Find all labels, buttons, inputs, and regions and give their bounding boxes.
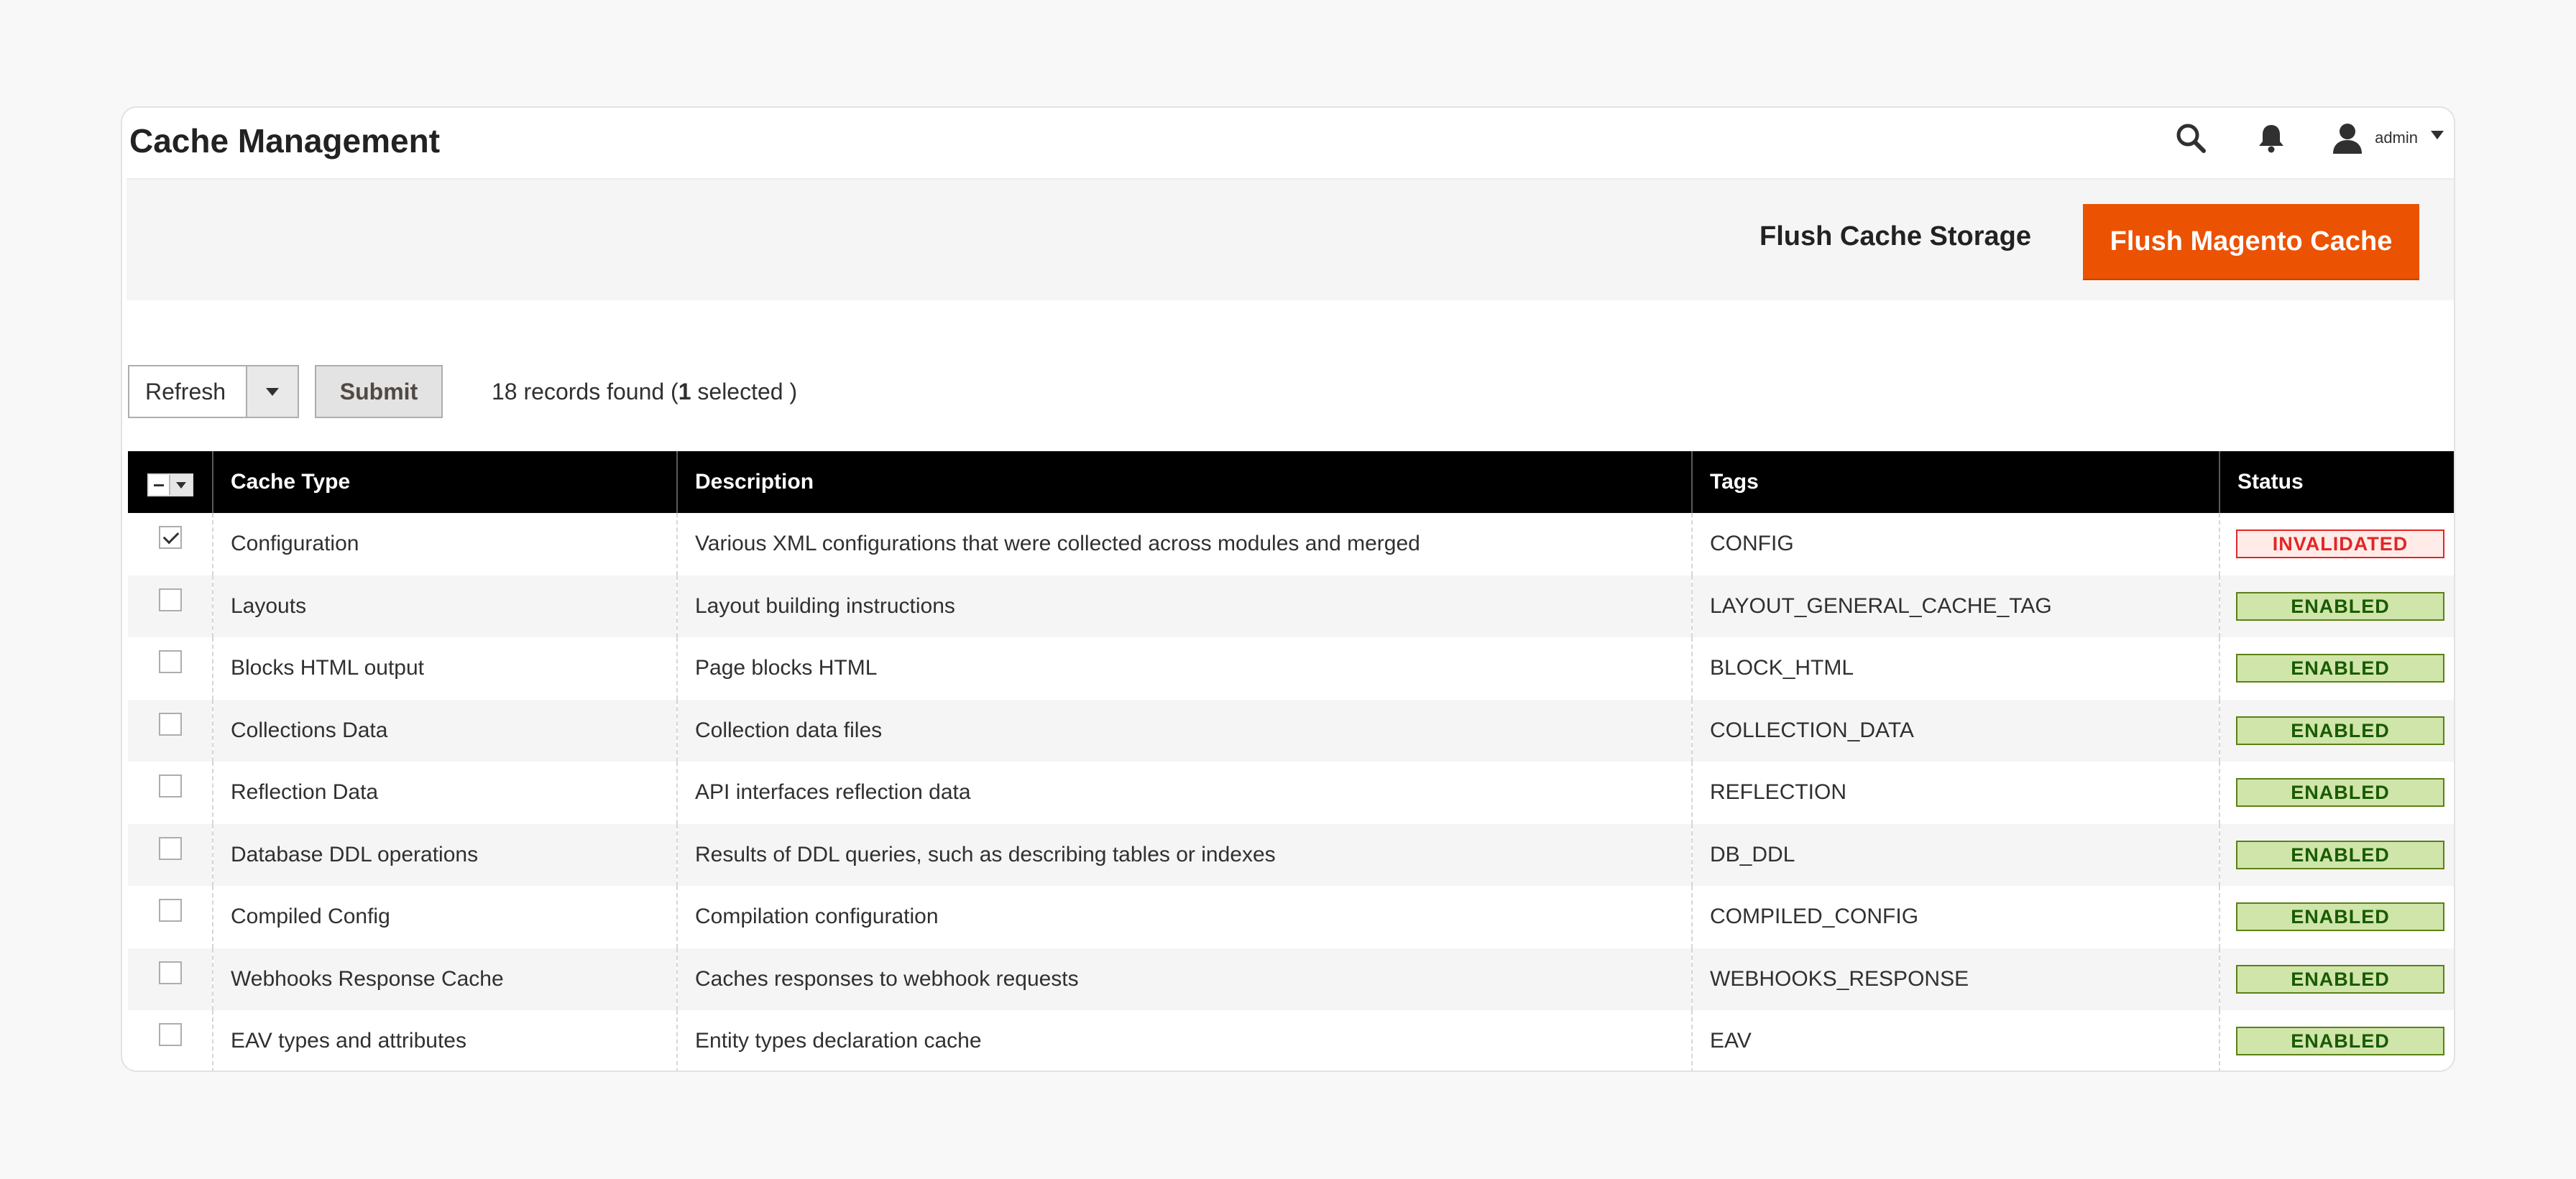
cache-type-cell: Reflection Data bbox=[213, 762, 677, 824]
admin-label: admin bbox=[2375, 129, 2418, 147]
status-badge: ENABLED bbox=[2236, 592, 2444, 621]
row-checkbox-cell bbox=[128, 513, 213, 575]
table-row bbox=[128, 513, 2455, 575]
row-checkbox[interactable] bbox=[159, 1023, 182, 1046]
tags-cell: LAYOUT_GENERAL_CACHE_TAG bbox=[1692, 575, 2220, 638]
grid-toolbar bbox=[128, 365, 990, 418]
mass-action-select[interactable] bbox=[128, 365, 299, 418]
cache-type-cell: Blocks HTML output bbox=[213, 637, 677, 700]
row-checkbox-cell bbox=[128, 762, 213, 824]
table-row bbox=[128, 886, 2455, 948]
minus-icon[interactable] bbox=[149, 475, 170, 495]
status-cell bbox=[2220, 575, 2455, 638]
bell-icon[interactable] bbox=[2248, 115, 2294, 161]
cache-type-cell: Webhooks Response Cache bbox=[213, 948, 677, 1011]
status-cell bbox=[2220, 886, 2455, 948]
cache-type-cell: Collections Data bbox=[213, 700, 677, 762]
row-checkbox[interactable] bbox=[159, 713, 182, 736]
status-cell bbox=[2220, 1010, 2455, 1072]
column-header-status[interactable]: Status bbox=[2220, 451, 2455, 513]
search-icon[interactable] bbox=[2168, 115, 2214, 161]
row-checkbox-cell bbox=[128, 637, 213, 700]
table-row bbox=[128, 824, 2455, 887]
description-cell: API interfaces reflection data bbox=[677, 762, 1692, 824]
description-cell: Various XML configurations that were collected across modules and merged bbox=[677, 513, 1692, 575]
row-checkbox-cell bbox=[128, 1010, 213, 1072]
status-badge: INVALIDATED bbox=[2236, 530, 2444, 558]
description-cell: Results of DDL queries, such as describing tables or indexes bbox=[677, 824, 1692, 887]
row-checkbox-cell bbox=[128, 824, 213, 887]
status-badge: ENABLED bbox=[2236, 1027, 2444, 1055]
description-cell: Page blocks HTML bbox=[677, 637, 1692, 700]
header-actions bbox=[2168, 111, 2444, 165]
row-checkbox[interactable] bbox=[159, 588, 182, 611]
description-cell: Collection data files bbox=[677, 700, 1692, 762]
status-cell bbox=[2220, 762, 2455, 824]
user-icon bbox=[2330, 115, 2365, 161]
cache-grid bbox=[128, 451, 2455, 1072]
column-header-tags[interactable]: Tags bbox=[1692, 451, 2220, 513]
tags-cell: CONFIG bbox=[1692, 513, 2220, 575]
mass-select-header bbox=[128, 451, 213, 513]
column-header-description[interactable]: Description bbox=[677, 451, 1692, 513]
status-cell bbox=[2220, 513, 2455, 575]
row-checkbox-cell bbox=[128, 575, 213, 638]
row-checkbox[interactable] bbox=[159, 899, 182, 922]
description-cell: Caches responses to webhook requests bbox=[677, 948, 1692, 1011]
cache-type-cell: Layouts bbox=[213, 575, 677, 638]
column-header-cache-type[interactable]: Cache Type bbox=[213, 451, 677, 513]
submit-button[interactable]: Submit bbox=[315, 365, 443, 418]
status-badge: ENABLED bbox=[2236, 654, 2444, 683]
tags-cell: COMPILED_CONFIG bbox=[1692, 886, 2220, 948]
tags-cell: DB_DDL bbox=[1692, 824, 2220, 887]
description-cell: Layout building instructions bbox=[677, 575, 1692, 638]
table-row bbox=[128, 948, 2455, 1011]
records-count: 18 records found (1 selected ) bbox=[492, 378, 798, 404]
description-cell: Entity types declaration cache bbox=[677, 1010, 1692, 1072]
status-cell bbox=[2220, 700, 2455, 762]
row-checkbox-cell bbox=[128, 948, 213, 1011]
table-row bbox=[128, 575, 2455, 638]
row-checkbox[interactable] bbox=[159, 775, 182, 797]
table-row bbox=[128, 637, 2455, 700]
status-badge: ENABLED bbox=[2236, 902, 2444, 931]
row-checkbox[interactable] bbox=[159, 961, 182, 984]
grid-body bbox=[128, 513, 2455, 1072]
cache-type-cell: EAV types and attributes bbox=[213, 1010, 677, 1072]
cache-type-cell: Configuration bbox=[213, 513, 677, 575]
table-row bbox=[128, 1010, 2455, 1072]
status-badge: ENABLED bbox=[2236, 716, 2444, 745]
grid-header-row bbox=[128, 451, 2455, 513]
mass-select-control[interactable] bbox=[147, 473, 193, 496]
row-checkbox[interactable] bbox=[159, 650, 182, 673]
page-actions-bar bbox=[126, 178, 2455, 300]
chevron-down-icon bbox=[2431, 131, 2444, 139]
row-checkbox[interactable] bbox=[159, 526, 182, 549]
admin-user-menu[interactable] bbox=[2330, 115, 2444, 161]
flush-magento-cache-button[interactable]: Flush Magento Cache bbox=[2083, 204, 2419, 279]
table-row bbox=[128, 700, 2455, 762]
status-cell bbox=[2220, 948, 2455, 1011]
cache-type-cell: Database DDL operations bbox=[213, 824, 677, 887]
table-row bbox=[128, 762, 2455, 824]
chevron-down-icon[interactable] bbox=[246, 366, 298, 417]
tags-cell: BLOCK_HTML bbox=[1692, 637, 2220, 700]
tags-cell: REFLECTION bbox=[1692, 762, 2220, 824]
status-badge: ENABLED bbox=[2236, 965, 2444, 994]
row-checkbox[interactable] bbox=[159, 837, 182, 860]
status-badge: ENABLED bbox=[2236, 841, 2444, 869]
status-badge: ENABLED bbox=[2236, 778, 2444, 807]
tags-cell: WEBHOOKS_RESPONSE bbox=[1692, 948, 2220, 1011]
status-cell bbox=[2220, 824, 2455, 887]
chevron-down-icon[interactable] bbox=[170, 475, 192, 495]
row-checkbox-cell bbox=[128, 886, 213, 948]
flush-cache-storage-button[interactable]: Flush Cache Storage bbox=[1760, 221, 2031, 251]
tags-cell: EAV bbox=[1692, 1010, 2220, 1072]
description-cell: Compilation configuration bbox=[677, 886, 1692, 948]
cache-type-cell: Compiled Config bbox=[213, 886, 677, 948]
status-cell bbox=[2220, 637, 2455, 700]
page-title: Cache Management bbox=[129, 122, 441, 159]
cache-management-panel bbox=[121, 106, 2455, 1072]
row-checkbox-cell bbox=[128, 700, 213, 762]
mass-action-value: Refresh bbox=[145, 378, 226, 404]
tags-cell: COLLECTION_DATA bbox=[1692, 700, 2220, 762]
